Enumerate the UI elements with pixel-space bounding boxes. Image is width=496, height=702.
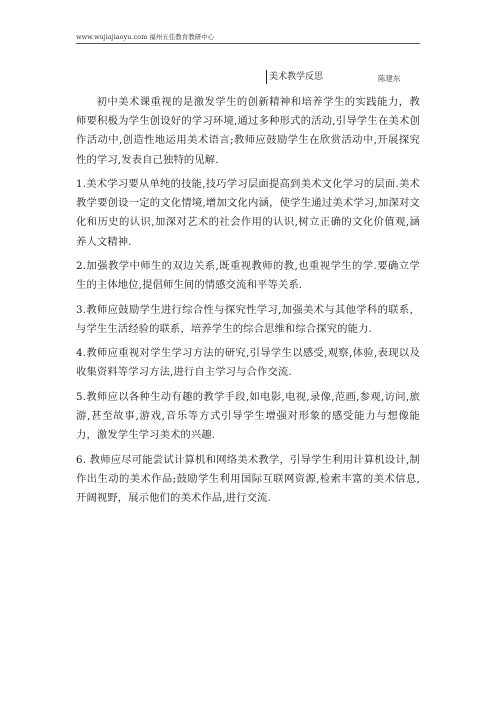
document-author: 陈建东 — [378, 74, 401, 83]
paragraph-intro: 初中美术课重视的是激发学生的创新精神和培养学生的实践能力，教师要积极为学生创设好的学习环境,通过多种形式的活动,引导学生在美术创作活动中,创造性地运用美术语言;教师应鼓励学生在欣赏活动中,开展探究性的学习,发表自己独特的见解. — [76, 96, 420, 166]
paragraph-point-2: 2.加强教学中师生的双边关系,既重视教师的教,也重视学生的学.要确立学生的主体地位,提倡师生间的情感交流和平等关系. — [76, 260, 420, 292]
document-title: 美术教学反思 — [266, 70, 323, 84]
paragraph-point-3: 3.教师应鼓励学生进行综合性与探究性学习,加强美术与其他学科的联系，与学生生活经验的联系，培养学生的综合思维和综合探究的能力. — [76, 303, 420, 335]
paragraph-point-4: 4.教师应重视对学生学习方法的研究,引导学生以感受,观察,体验,表现以及收集资料等学习方法,进行自主学习与合作交流. — [76, 347, 420, 379]
paragraph-point-5: 5.教师应以各种生动有趣的教学手段,如电影,电视,录像,范画,参观,访问,旅游,甚至故事,游戏,音乐等方式引导学生增强对形象的感受能力与想像能力，激发学生学习美术的兴趣. — [76, 390, 420, 442]
document-body — [76, 93, 420, 513]
paragraph-point-6: 6. 教师应尽可能尝试计算机和网络美术教学，引导学生利用计算机设计,制作出生动的美术作品;鼓励学生利用国际互联网资源,检索丰富的美术信息,开阔视野，展示他们的美术作品,进行交流. — [76, 453, 420, 504]
header-divider — [76, 43, 420, 44]
title-line — [76, 70, 420, 86]
paragraph-point-1: 1.美术学习要从单纯的技能,技巧学习层面提高到美术文化学习的层面.美术教学要创设一定的文化情境,增加文化内涵，使学生通过美术学习,加深对文化和历史的认识,加深对艺术的社会作用的认识,树立正确的文化价值观,涵养人文精神. — [76, 178, 420, 248]
header-site-text: www.wujiajiaoyu.com 福州五佳教育教研中心 — [76, 33, 215, 41]
